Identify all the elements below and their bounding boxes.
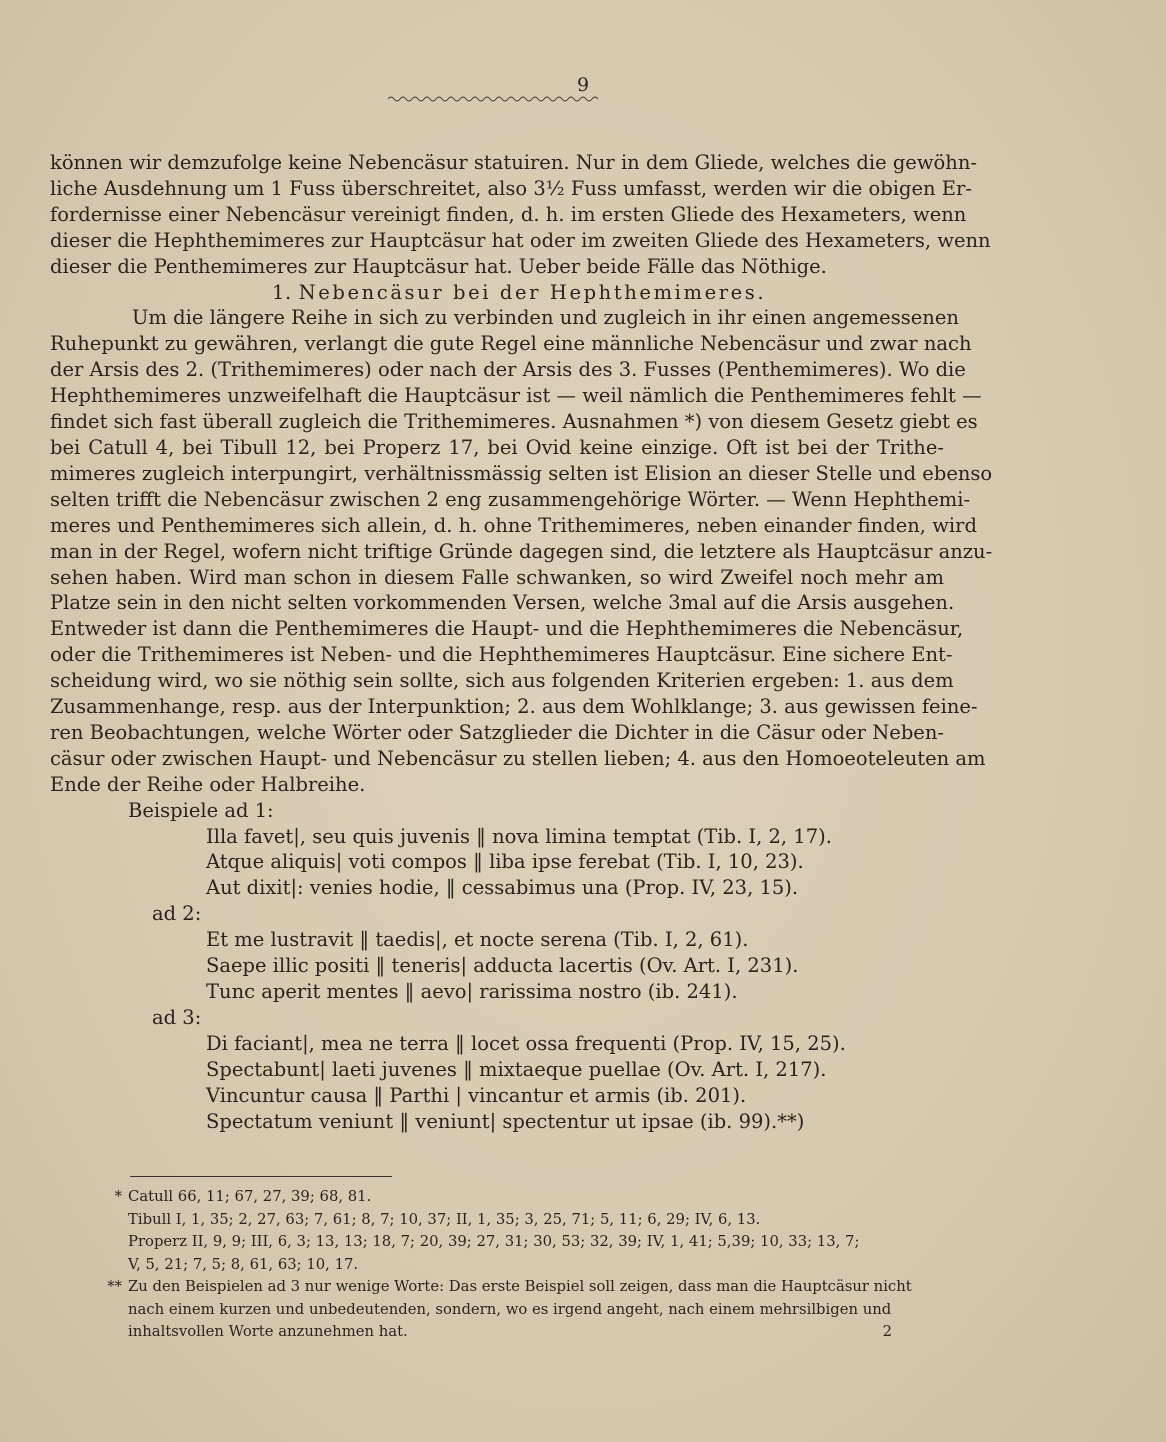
- footnote-2-line: [92, 1321, 938, 1344]
- footnote-1-line: Properz II, 9, 9; III, 6, 3; 13, 13; 18, 7; 20, 39; 27, 31; 30, 53; 32, 39; IV, 1, 41; 5,39; 10, 33; 13, 7;: [128, 1233, 860, 1250]
- footnotes: [92, 1186, 938, 1344]
- text-line: ren Beobachtungen, welche Wörter oder Satzglieder die Dichter in die Cäsur oder Neben-: [50, 720, 944, 744]
- wavy-ornament: [388, 94, 600, 104]
- example-verse: Tunc aperit mentes ‖ aevo| rarissima nostro (ib. 241).: [206, 980, 738, 1003]
- footnote-rule: [130, 1176, 392, 1177]
- example-verse: Spectatum veniunt ‖ veniunt| spectentur ut ipsae (ib. 99).**): [206, 1109, 805, 1133]
- text-line: Um die längere Reihe in sich zu verbinden und zugleich in ihr einen angemessenen: [132, 306, 959, 330]
- text-line: man in der Regel, wofern nicht triftige Gründe dagegen sind, die letztere als Hauptcäsur anzu-: [50, 539, 993, 563]
- text-line: Entweder ist dann die Penthemimeres die Haupt- und die Hephthemimeres die Nebencäsur,: [50, 617, 964, 641]
- page-number: 9: [576, 74, 590, 96]
- text-line: Platze sein in den nicht selten vorkommenden Versen, welche 3mal auf die Arsis ausgehen.: [50, 591, 955, 615]
- footnote-2-mark: **: [107, 1278, 122, 1295]
- section-number: 1.: [272, 280, 292, 304]
- footnote-1-line: Tibull I, 1, 35; 2, 27, 63; 7, 61; 8, 7; 10, 37; II, 1, 35; 3, 25, 71; 5, 11; 6, 29; IV, 6, 13.: [128, 1210, 761, 1228]
- examples-label-ad2: ad 2:: [152, 902, 202, 926]
- text-line: Ende der Reihe oder Halbreihe.: [50, 772, 366, 796]
- section-heading: [50, 280, 944, 306]
- text-line: findet sich fast überall zugleich die Trithemimeres. Ausnahmen *) von diesem Gesetz giebt es: [50, 410, 978, 434]
- text-line: meres und Penthemimeres sich allein, d. h. ohne Trithemimeres, neben einander finden, wird: [50, 513, 977, 537]
- example-verse: Aut dixit|: venies hodie, ‖ cessabimus una (Prop. IV, 23, 15).: [206, 876, 799, 900]
- footnote-2-text: inhaltsvollen Worte anzunehmen hat.: [128, 1323, 408, 1340]
- example-verse: Illa favet|, seu quis juvenis ‖ nova limina temptat (Tib. I, 2, 17).: [206, 824, 832, 848]
- text-line: mimeres zugleich interpungirt, verhältnissmässig selten ist Elision an dieser Stelle und ebenso: [50, 461, 993, 485]
- example-verse: Vincuntur causa ‖ Parthi | vincantur et armis (ib. 201).: [206, 1083, 747, 1107]
- text-line: dieser die Hephthemimeres zur Hauptcäsur hat oder im zweiten Gliede des Hexameters, wenn: [50, 228, 991, 252]
- text-line: selten trifft die Nebencäsur zwischen 2 eng zusammengehörige Wörter. — Wenn Hephthemi-: [50, 487, 971, 511]
- footnote-1-line: V, 5, 21; 7, 5; 8, 61, 63; 10, 17.: [128, 1255, 359, 1273]
- text-line: dieser die Penthemimeres zur Hauptcäsur hat. Ueber beide Fälle das Nöthige.: [50, 254, 827, 278]
- example-verse: Saepe illic positi ‖ teneris| adducta lacertis (Ov. Art. I, 231).: [206, 954, 799, 978]
- example-verse: Atque aliquis| voti compos ‖ liba ipse ferebat (Tib. I, 10, 23).: [206, 850, 804, 874]
- text-line: fordernisse einer Nebencäsur vereinigt finden, d. h. im ersten Gliede des Hexameters, wenn: [50, 202, 967, 226]
- text-line: können wir demzufolge keine Nebencäsur statuiren. Nur in dem Gliede, welches die gewöhn-: [50, 151, 977, 174]
- text-line: Zusammenhange, resp. aus der Interpunktion; 2. aus dem Wohlklange; 3. aus gewissen feine-: [50, 695, 978, 719]
- text-line: liche Ausdehnung um 1 Fuss überschreitet, also 3½ Fuss umfasst, werden wir die obigen Er-: [50, 176, 972, 200]
- footnote-1-line: [92, 1186, 938, 1209]
- example-verse: Et me lustravit ‖ taedis|, et nocte serena (Tib. I, 2, 61).: [206, 928, 749, 952]
- example-verse: Spectabunt| laeti juvenes ‖ mixtaeque puellae (Ov. Art. I, 217).: [206, 1057, 827, 1081]
- examples-heading: Beispiele ad 1:: [128, 798, 274, 822]
- footnote-1-mark: *: [114, 1188, 122, 1205]
- text-line: cäsur oder zwischen Haupt- und Nebencäsur zu stellen lieben; 4. aus den Homoeoteleuten am: [50, 746, 986, 770]
- text-line: Hephthemimeres unzweifelhaft die Hauptcäsur ist — weil nämlich die Penthemimeres fehlt —: [50, 384, 982, 408]
- text-line: bei Catull 4, bei Tibull 12, bei Properz 17, bei Ovid keine einzige. Oft ist bei der Trithe-: [50, 435, 944, 459]
- footnote-2-line: [92, 1276, 938, 1299]
- example-verse: Di faciant|, mea ne terra ‖ locet ossa frequenti (Prop. IV, 15, 25).: [206, 1031, 846, 1055]
- text-line: Ruhepunkt zu gewähren, verlangt die gute Regel eine männliche Nebencäsur und zwar nach: [50, 332, 972, 356]
- footnote-2-line: nach einem kurzen und unbedeutenden, sondern, wo es irgend angeht, nach einem mehrsilbigen und: [128, 1300, 892, 1318]
- text-line: sehen haben. Wird man schon in diesem Falle schwanken, so wird Zweifel noch mehr am: [50, 565, 944, 589]
- footnote-1-text: Catull 66, 11; 67, 27, 39; 68, 81.: [128, 1188, 372, 1205]
- signature-mark: 2: [882, 1323, 892, 1340]
- section-title: Nebencäsur bei der Hephthemimeres.: [298, 280, 767, 304]
- main-text: [50, 150, 993, 1134]
- text-line: scheidung wird, wo sie nöthig sein sollte, sich aus folgenden Kriterien ergeben: 1. aus dem: [50, 669, 954, 693]
- footnote-2-text: Zu den Beispielen ad 3 nur wenige Worte: Das erste Beispiel soll zeigen, dass man die Hauptcäsur nicht: [128, 1278, 912, 1295]
- text-line: oder die Trithemimeres ist Neben- und die Hephthemimeres Hauptcäsur. Eine sichere Ent-: [50, 643, 953, 667]
- examples-label-ad3: ad 3:: [152, 1005, 202, 1029]
- text-line: der Arsis des 2. (Trithemimeres) oder nach der Arsis des 3. Fusses (Penthemimeres). Wo die: [50, 358, 966, 382]
